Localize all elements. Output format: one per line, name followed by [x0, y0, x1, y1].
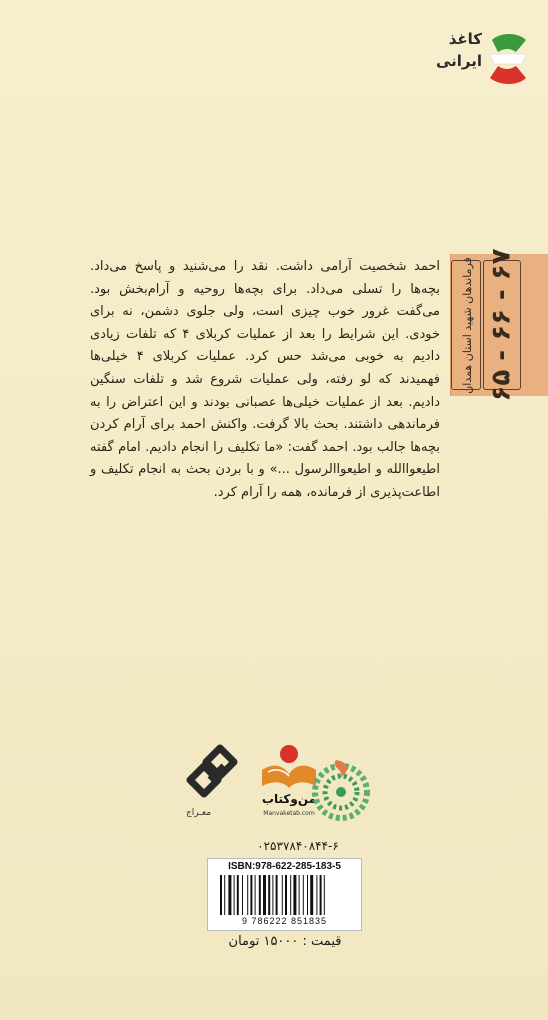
- manketab-name: من‌وکتاب: [261, 792, 317, 806]
- series-side-tab: [450, 248, 548, 402]
- blurb-paragraph: احمد شخصیت آرامی داشت. نقد را می‌شنید و پاسخ می‌داد. بچه‌ها را تسلی می‌داد. برای بچه‌ها روحیه و آرام‌بخش بود. می‌گفت غرور خوب چیزی است، ولی جلوی دشمن، نه برای خودی. این شرایط را بعد از عملیات کربلای ۴ که تلفات زیادی دادیم به خوبی می‌شد حس کرد. عملیات کربلای ۴ خیلی‌ها فهمیدند که لو رفته، ولی عملیات شروع شد و تلفات سنگین دادیم. بعد از عملیات خیلی‌ها عصبانی بودند و این اعتراض را به فرماندهی داشتند. بحث بالا گرفت. واکنش احمد برای آرام کردن بچه‌ها جالب بود. احمد گفت: «ما تکلیف را انجام دادیم. امام گفته اطیعواالله و اطیعواالرسول ...» و با بردن بحث به انجام تکلیف و اطاعت‌پذیری از فرمانده، همه را آرام کرد.: [90, 259, 441, 500]
- series-label: فرماندهان شهید استان همدان: [460, 256, 474, 394]
- isbn-label: ISBN:978-622-285-183-5: [228, 861, 341, 872]
- green-seal-logo-icon: [306, 754, 376, 824]
- meraj-caption: معـراج: [186, 808, 212, 818]
- barcode-digits: 9 786222 851835: [241, 916, 328, 926]
- publisher-phone: ۰۲۵۳۷۸۴۰۸۴۴-۶: [257, 839, 339, 853]
- manketab-url: Manvaketab.com: [263, 810, 315, 817]
- isbn-barcode-block: [207, 858, 362, 931]
- barcode-icon: [218, 875, 353, 915]
- badge-line2: ایرانی: [435, 52, 482, 70]
- iranian-paper-logo-icon: [486, 30, 530, 88]
- iranian-paper-badge: [420, 24, 530, 94]
- meraj-logo-icon: [180, 740, 244, 806]
- price-label: قیمت : ۱۵۰۰۰ تومان: [228, 934, 342, 949]
- green-circle-logo: [306, 754, 376, 824]
- series-years: ۶۵ - ۶۶ - ۶۷: [486, 248, 517, 402]
- badge-line1: کاغذ: [448, 30, 482, 48]
- blurb-text: [90, 256, 440, 505]
- meraj-logo: [180, 740, 250, 822]
- publisher-logos: [180, 740, 520, 830]
